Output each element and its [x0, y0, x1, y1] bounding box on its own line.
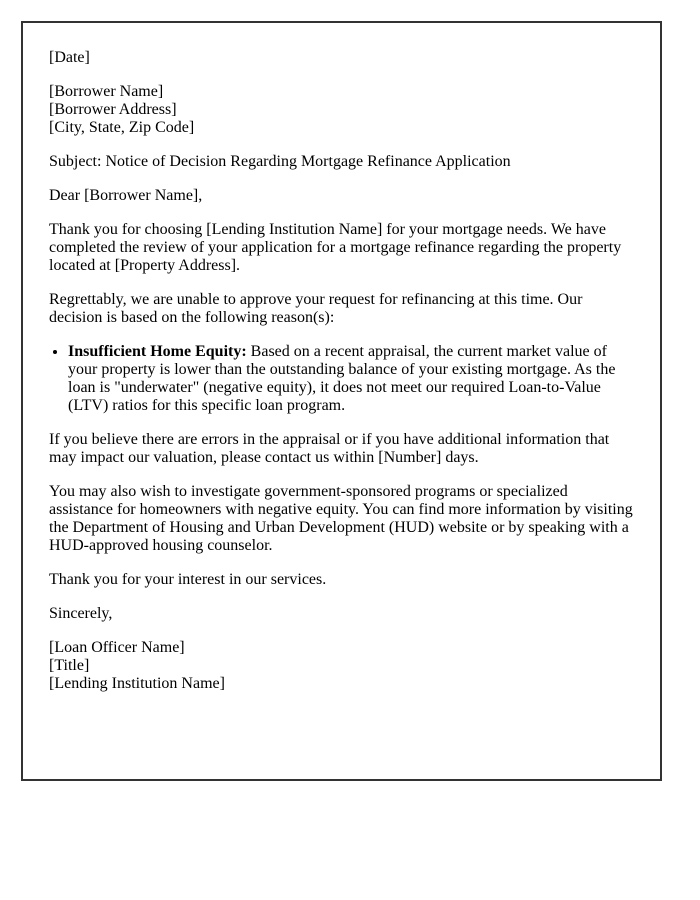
signature-institution-line: [Lending Institution Name] — [49, 675, 225, 692]
recipient-name-line: [Borrower Name] — [49, 83, 164, 100]
signature-officer-line: [Loan Officer Name] — [49, 639, 185, 656]
recipient-city-line: [City, State, Zip Code] — [49, 119, 195, 136]
recipient-block — [49, 83, 634, 137]
reason-label: Insufficient Home Equity: — [68, 343, 247, 360]
paragraph-decision: Regrettably, we are unable to approve your request for refinancing at this time. Our decision is based on the following reason(s): — [49, 291, 583, 326]
reason-list — [49, 343, 634, 415]
paragraph-appeal: If you believe there are errors in the appraisal or if you have additional information that may impact our valuation, please contact us within [Number] days. — [49, 431, 610, 466]
date-line: [Date] — [49, 49, 90, 66]
recipient-address-line: [Borrower Address] — [49, 101, 177, 118]
closing: Sincerely, — [49, 605, 113, 622]
paragraph-intro: Thank you for choosing [Lending Institution Name] for your mortgage needs. We have completed the review of your application for a mortgage refinance regarding the property located at [Property Address]. — [49, 221, 622, 274]
reason-item — [68, 343, 634, 415]
signature-block — [49, 639, 634, 693]
subject-line: Subject: Notice of Decision Regarding Mortgage Refinance Application — [49, 153, 511, 170]
paragraph-alternatives: You may also wish to investigate government-sponsored programs or specialized assistance for homeowners with negative equity. You can find more information by visiting the Department of Housing and Urban Development (HUD) website or by speaking with a HUD-approved housing counselor. — [49, 483, 633, 554]
salutation: Dear [Borrower Name], — [49, 187, 203, 204]
reason-text: Based on a recent appraisal, the current market value of your property is lower than the outstanding balance of your existing mortgage. As the loan is "underwater" (negative equity), it does not meet our required Loan-to-Value (LTV) ratios for this specific loan program. — [68, 343, 616, 414]
letter-document — [21, 21, 662, 781]
signature-title-line: [Title] — [49, 657, 90, 674]
paragraph-thanks: Thank you for your interest in our services. — [49, 571, 327, 588]
